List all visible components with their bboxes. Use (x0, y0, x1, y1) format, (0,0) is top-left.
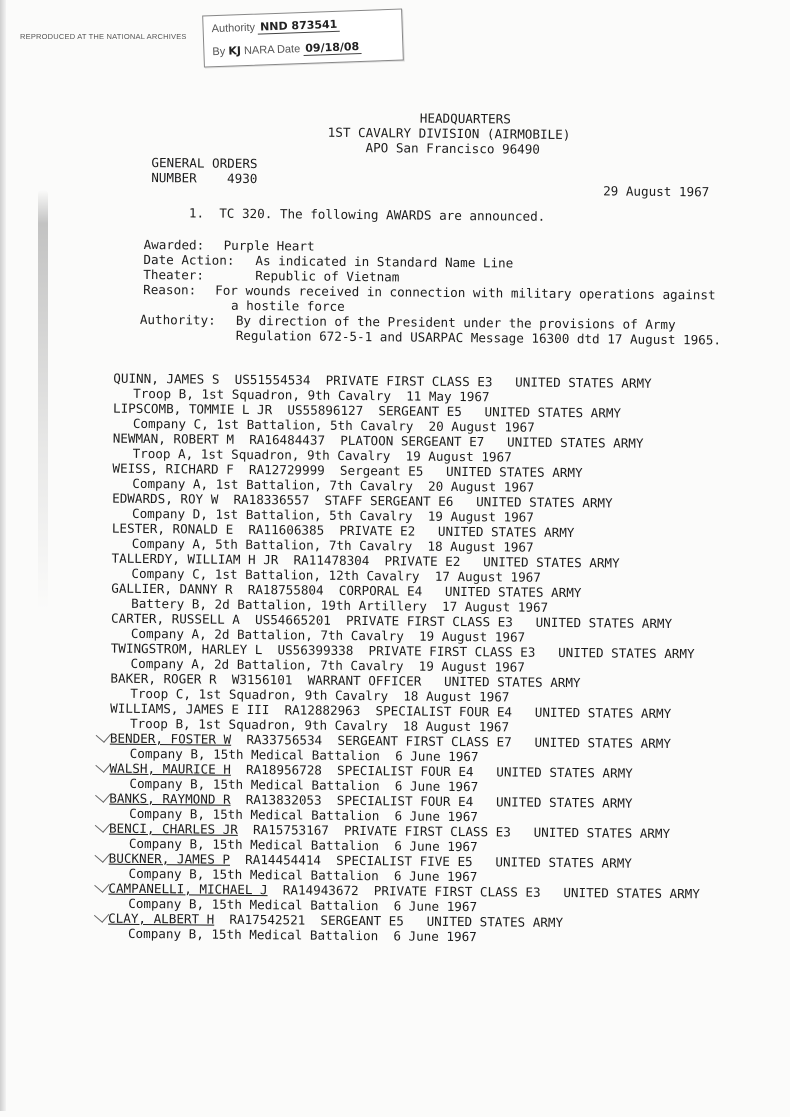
awardee-name: TWINGSTROM, HARLEY L (110, 640, 263, 658)
awardee-name: BUCKNER, JAMES P (108, 850, 231, 867)
awardee-date: 6 June 1967 (395, 748, 479, 765)
field-label: Awarded: (143, 236, 205, 253)
awardee-service-number: RA16484437 (249, 431, 326, 448)
awardee-rank: PRIVATE E2 (384, 553, 461, 570)
awardee-name: QUINN, JAMES S (113, 370, 220, 387)
order-date: 29 August 1967 (603, 183, 710, 200)
field-row (140, 328, 721, 348)
awardee-name: WEISS, RICHARD F (112, 460, 234, 477)
awardee-date: 19 August 1967 (405, 448, 512, 465)
check-mark-icon (95, 757, 111, 773)
awardee-rank: SPECIALIST FOUR E4 (375, 703, 513, 720)
awardee-unit: Troop B, 1st Squadron, 9th Cavalry (129, 715, 388, 734)
awardee-branch: UNITED STATES ARMY (446, 463, 583, 481)
field-value: By direction of the President under the provisions of Army (235, 312, 676, 333)
awardee-date: 17 August 1967 (434, 568, 541, 585)
stamp-authority-label: Authority (211, 21, 256, 36)
awardee-branch: UNITED STATES ARMY (515, 374, 652, 391)
field-value: Regulation 672-5-1 and USARPAC Message 16300 dtd 17 August 1965. (235, 327, 722, 348)
check-mark-icon (95, 787, 111, 803)
awardee-service-number: US51554534 (234, 371, 311, 388)
awardee-service-number: RA15753167 (253, 822, 329, 838)
awardee-service-number: RA14943672 (282, 882, 359, 899)
awardee-name: BENDER, FOSTER W (109, 730, 232, 747)
field-value: Republic of Vietnam (255, 268, 400, 285)
awardee-branch: UNITED STATES ARMY (495, 794, 633, 811)
awardee-rank: PRIVATE FIRST CLASS E3 (368, 643, 536, 660)
field-value: a hostile force (230, 297, 345, 314)
stamp-authority-value: NND 873541 (258, 18, 340, 35)
awardee-service-number: W3156101 (231, 671, 293, 688)
awardee-name: WALSH, MAURICE H (109, 760, 231, 777)
awardee-unit: Company C, 1st Battalion, 12th Cavalry (131, 565, 420, 584)
header-line-2: 1ST CAVALRY DIVISION (AIRMOBILE) (327, 124, 571, 143)
awardee-date: 18 August 1967 (402, 718, 510, 735)
awardee-unit: Company B, 15th Medical Battalion (127, 925, 379, 944)
awardee-unit: Battery B, 2d Battalion, 19th Artillery (131, 595, 427, 614)
awardee-name: BANKS, RAYMOND R (109, 790, 231, 807)
awardee-unit: Company B, 15th Medical Battalion (128, 835, 380, 854)
awardee-rank: WARRANT OFFICER (307, 672, 422, 689)
awardee-unit: Company B, 15th Medical Battalion (128, 865, 379, 884)
order-number: 4930 (227, 170, 258, 187)
awardee-service-number: RA17542521 (229, 911, 306, 928)
awardee-date: 6 June 1967 (393, 928, 477, 945)
awardee-rank: CORPORAL E4 (338, 582, 423, 599)
awardee-service-number: RA33756534 (246, 731, 323, 748)
check-mark-icon (94, 907, 110, 923)
awardee-rank: PLATOON SERGEANT E7 (340, 432, 485, 450)
paragraph-line (189, 206, 545, 223)
awardee-branch: UNITED STATES ARMY (444, 583, 582, 601)
awardee-service-number: RA14454414 (245, 851, 322, 868)
awardee-rank: SPECIALIST FOUR E4 (336, 792, 474, 810)
awardee-service-number: RA12729999 (248, 461, 325, 478)
awardee-date: 18 August 1967 (427, 538, 534, 555)
check-mark-icon (94, 847, 110, 863)
awardee-unit: Company A, 5th Battalion, 7th Cavalry (131, 535, 413, 554)
paragraph-number: 1. (188, 205, 205, 221)
check-mark-icon (94, 877, 110, 893)
awardee-name: WILLIAMS, JAMES E III (110, 700, 270, 718)
awardee-date: 20 August 1967 (428, 418, 535, 435)
awardee-unit: Company B, 15th Medical Battalion (129, 775, 380, 794)
check-mark-icon (95, 817, 111, 833)
awardee-branch: UNITED STATES ARMY (506, 434, 644, 451)
awardee-unit: Troop B, 1st Squadron, 9th Cavalry (133, 385, 392, 404)
awardee-service-number: RA11478304 (293, 552, 370, 569)
awardee-branch: UNITED STATES ARMY (534, 704, 672, 722)
awardee-branch: UNITED STATES ARMY (484, 404, 622, 421)
awardee-service-number: RA13832053 (245, 791, 322, 808)
awardee-service-number: RA11606385 (248, 521, 325, 538)
awardee-rank: SERGEANT FIRST CLASS E7 (337, 732, 512, 750)
awardee-unit: Company B, 15th Medical Battalion (129, 745, 381, 764)
awardee-unit: Company B, 15th Medical Battalion (129, 805, 380, 824)
awardee-date: 19 August 1967 (427, 508, 534, 525)
order-number-line (151, 171, 257, 186)
awardee-branch: UNITED STATES ARMY (483, 554, 620, 571)
awardee-date: 19 August 1967 (418, 628, 526, 645)
awardee-name: BENCI, CHARLES JR (108, 820, 238, 837)
awardee-unit: Company D, 1st Battalion, 5th Cavalry (131, 505, 413, 524)
awardee-rank: SERGEANT E5 (320, 912, 404, 929)
awardee-date: 18 August 1967 (403, 688, 510, 705)
awardee-branch: UNITED STATES ARMY (533, 824, 671, 842)
awardee-unit: Company A, 2d Battalion, 7th Cavalry (130, 625, 404, 644)
awardee-name: LIPSCOMB, TOMMIE L JR (112, 400, 273, 418)
awardee-branch: UNITED STATES ARMY (437, 523, 575, 541)
awardee-unit: Company A, 1st Battalion, 7th Cavalry (132, 475, 413, 494)
stamp-date-value: 09/18/08 (303, 40, 361, 56)
field-value: As indicated in Standard Name Line (255, 253, 514, 271)
awardee-branch: UNITED STATES ARMY (563, 885, 700, 902)
awardee-rank: SPECIALIST FOUR E4 (337, 762, 474, 780)
awardee-name: TALLERDY, WILLIAM H JR (111, 550, 279, 568)
awardee-unit: Troop C, 1st Squadron, 9th Cavalry (130, 685, 389, 704)
awardee-service-number: RA12882963 (284, 702, 361, 719)
awardee-name: NEWMAN, ROBERT M (112, 430, 235, 447)
awardee-name: LESTER, RONALD E (111, 520, 234, 537)
awardee-date: 6 June 1967 (393, 868, 478, 885)
awardee-name: GALLIER, DANNY R (111, 580, 233, 597)
awardee-date: 11 May 1967 (406, 388, 490, 405)
order-number-label: NUMBER (151, 170, 197, 186)
awardee-service-number: US56399338 (277, 642, 354, 658)
awardee-rank: STAFF SERGEANT E6 (324, 492, 454, 509)
awardee-rank: PRIVATE FIRST CLASS E3 (373, 883, 541, 900)
stamp-by-label: By (212, 45, 226, 59)
awardee-unit: Company C, 1st Battalion, 5th Cavalry (132, 415, 414, 434)
awardee-date: 6 June 1967 (394, 808, 479, 825)
awardee-name: CAMPANELLI, MICHAEL J (108, 880, 268, 898)
awardee-unit-line (128, 927, 477, 944)
awardee-rank: Sergeant E5 (339, 462, 424, 479)
field-label: Authority: (139, 311, 216, 328)
awardee-date: 6 June 1967 (394, 838, 478, 855)
awardee-branch: UNITED STATES ARMY (495, 854, 632, 871)
awardee-date: 17 August 1967 (441, 598, 549, 615)
awardee-service-number: US54665201 (255, 612, 331, 628)
awardee-name: CARTER, RUSSELL A (110, 610, 240, 627)
general-orders-label: GENERAL ORDERS (151, 155, 258, 172)
awardee-branch: UNITED STATES ARMY (534, 734, 672, 752)
awardee-unit: Troop A, 1st Squadron, 9th Cavalry (132, 445, 391, 464)
awardee-service-number: US55896127 (287, 402, 364, 419)
field-label: Theater: (143, 266, 205, 283)
paragraph-text: TC 320. The following AWARDS are announced. (219, 205, 546, 224)
awardee-branch: UNITED STATES ARMY (476, 494, 613, 511)
awardee-branch: UNITED STATES ARMY (426, 913, 564, 931)
awardee-date: 20 August 1967 (427, 478, 535, 495)
awardee-rank: SERGEANT E5 (378, 403, 462, 420)
awardee-rank: PRIVATE E2 (339, 522, 416, 539)
awardee-name: BAKER, ROGER R (110, 670, 217, 687)
stamp-by-value: KJ (228, 44, 242, 58)
awardee-service-number: RA18956728 (246, 761, 322, 778)
awardee-date: 6 June 1967 (394, 778, 479, 795)
awardee-rank: PRIVATE FIRST CLASS E3 (346, 612, 513, 630)
field-value: Purple Heart (223, 237, 315, 254)
awardee-branch: UNITED STATES ARMY (535, 614, 673, 632)
awardee-branch: UNITED STATES ARMY (558, 644, 695, 662)
header-line-1: HEADQUARTERS (419, 110, 511, 127)
awardee-date: 19 August 1967 (418, 658, 525, 675)
awardee-rank: PRIVATE FIRST CLASS E3 (344, 822, 511, 840)
awardee-name: EDWARDS, ROY W (112, 490, 219, 507)
awardee-unit: Company A, 2d Battalion, 7th Cavalry (130, 655, 404, 674)
awardee-name: CLAY, ALBERT H (108, 910, 215, 927)
field-value: For wounds received in connection with military operations against (215, 282, 716, 303)
awardee-rank: PRIVATE FIRST CLASS E3 (325, 372, 493, 390)
awardee-date: 6 June 1967 (393, 898, 478, 915)
awardee-unit: Company B, 15th Medical Battalion (128, 895, 379, 914)
awardee-rank: SPECIALIST FIVE E5 (336, 852, 473, 870)
field-label: Reason: (143, 281, 197, 298)
awardee-service-number: RA18755804 (247, 581, 324, 598)
awardee-branch: UNITED STATES ARMY (444, 673, 581, 691)
archives-notice: REPRODUCED AT THE NATIONAL ARCHIVES (20, 32, 187, 41)
awardee-branch: UNITED STATES ARMY (496, 764, 633, 781)
awardee-service-number: RA18336557 (233, 491, 310, 508)
check-mark-icon (96, 727, 112, 743)
stamp-nara-label: NARA Date (243, 43, 301, 58)
header-line-3: APO San Francisco 96490 (365, 140, 541, 157)
field-label: Date Action: (143, 251, 235, 268)
